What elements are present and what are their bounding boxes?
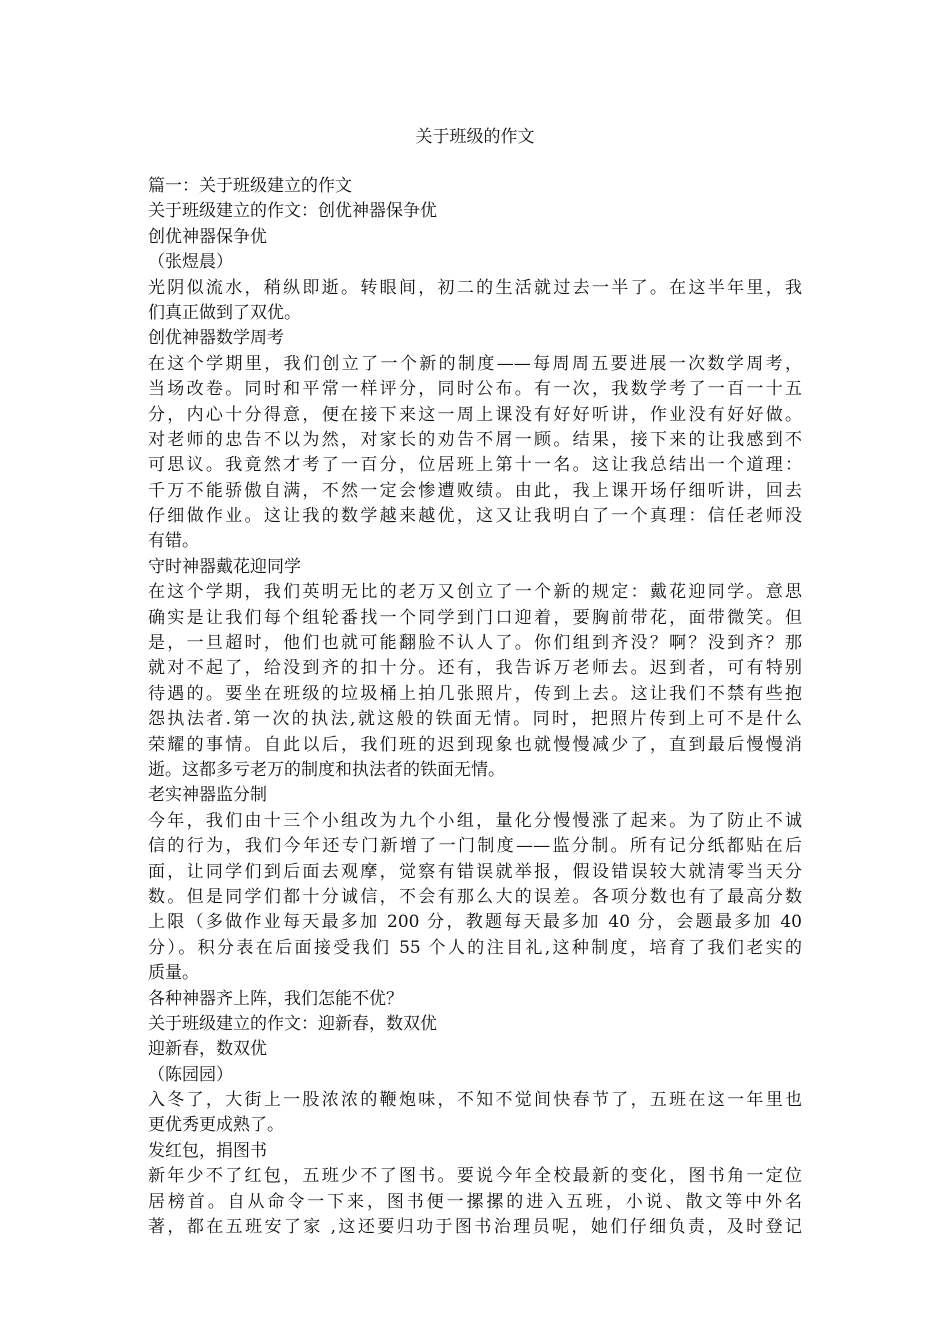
text-line: 关于班级建立的作文：创优神器保争优 — [148, 201, 437, 222]
text-line: 关于班级建立的作文：迎新春，数双优 — [148, 1013, 437, 1034]
text-line: 怨执法者.第一次的执法,就这般的铁面无情。同时，把照片传到上可不是什么 — [148, 709, 802, 730]
text-line: 确实是让我们每个组轮番找一个同学到门口迎着，要胸前带花，面带微笑。但 — [148, 607, 802, 628]
document-title: 关于班级的作文 — [415, 127, 535, 147]
text-line: 面，让同学们到后面去观摩，觉察有错误就举报，假设错误较大就清零当天分 — [148, 861, 802, 882]
text-line: 老实神器监分制 — [148, 785, 267, 806]
text-line: 是，一旦超时，他们也就可能翻脸不认人了。你们组到齐没？啊？没到齐？那 — [148, 633, 802, 654]
text-line: 当场改卷。同时和平常一样评分，同时公布。有一次，我数学考了一百一十五 — [148, 379, 802, 400]
text-line: 今年，我们由十三个小组改为九个小组，量化分慢慢涨了起来。为了防止不诚 — [148, 810, 802, 831]
text-line: 信的行为，我们今年还专门新增了一门制度——监分制。所有记分纸都贴在后 — [148, 836, 802, 857]
text-line: 分）。积分表在后面接受我们 55 个人的注目礼,这种制度，培育了我们老实的 — [148, 937, 802, 958]
text-line: 荣耀的事情。自此以后，我们班的迟到现象也就慢慢减少了，直到最后慢慢消 — [148, 734, 802, 755]
text-line: 有错。 — [148, 531, 199, 552]
document-body — [148, 174, 802, 1240]
text-line: 质量。 — [148, 963, 199, 984]
text-line: 更优秀更成熟了。 — [148, 1115, 284, 1136]
text-line: 上限（多做作业每天最多加 200 分，教题每天最多加 40 分，会题最多加 40 — [148, 912, 802, 933]
text-line: 们真正做到了双优。 — [148, 302, 301, 323]
text-line: （张煜晨） — [148, 252, 233, 273]
text-line: 就对不起了，给没到齐的扣十分。还有，我告诉万老师去。迟到者，可有特别 — [148, 658, 802, 679]
text-line: 创优神器保争优 — [148, 226, 267, 247]
text-line: 分，内心十分得意，便在接下来这一周上课没有好好听讲，作业没有好好做。 — [148, 404, 802, 425]
text-line: 守时神器戴花迎同学 — [148, 556, 301, 577]
text-line: 各种神器齐上阵，我们怎能不优？ — [148, 988, 403, 1009]
text-line: 仔细做作业。这让我的数学越来越优，这又让我明白了一个真理：信任老师没 — [148, 506, 802, 527]
text-line: 可思议。我竟然才考了一百分，位居班上第十一名。这让我总结出一个道理： — [148, 455, 802, 476]
text-line: 对老师的忠告不以为然，对家长的劝告不屑一顾。结果，接下来的让我感到不 — [148, 429, 802, 450]
text-line: 千万不能骄傲自满，不然一定会惨遭败绩。由此，我上课开场仔细听讲，回去 — [148, 480, 802, 501]
text-line: 在这个学期，我们英明无比的老万又创立了一个新的规定：戴花迎同学。意思 — [148, 582, 802, 603]
text-line: 入冬了，大街上一股浓浓的鞭炮味，不知不觉间快春节了，五班在这一年里也 — [148, 1090, 802, 1111]
text-line: （陈园园） — [148, 1064, 233, 1085]
text-line: 发红包，捐图书 — [148, 1140, 267, 1161]
text-line: 新年少不了红包，五班少不了图书。要说今年全校最新的变化，图书角一定位 — [148, 1166, 802, 1187]
text-line: 逝。这都多亏老万的制度和执法者的铁面无情。 — [148, 759, 505, 780]
text-line: 光阴似流水，稍纵即逝。转眼间，初二的生活就过去一半了。在这半年里，我 — [148, 277, 802, 298]
text-line: 创优神器数学周考 — [148, 328, 284, 349]
text-line: 迎新春，数双优 — [148, 1039, 267, 1060]
text-line: 在这个学期里，我们创立了一个新的制度——每周周五要进展一次数学周考， — [148, 353, 802, 374]
text-line: 居榜首。自从命令一下来，图书便一摞摞的进入五班，小说、散文等中外名 — [148, 1191, 802, 1212]
text-line: 著，都在五班安了家 ,这还要归功于图书治理员呢，她们仔细负责，及时登记 — [148, 1217, 802, 1238]
text-line: 待遇的。要坐在班级的垃圾桶上拍几张照片，传到上去。这让我们不禁有些抱 — [148, 683, 802, 704]
text-line: 数。但是同学们都十分诚信，不会有那么大的误差。各项分数也有了最高分数 — [148, 886, 802, 907]
text-line: 篇一：关于班级建立的作文 — [148, 176, 352, 196]
